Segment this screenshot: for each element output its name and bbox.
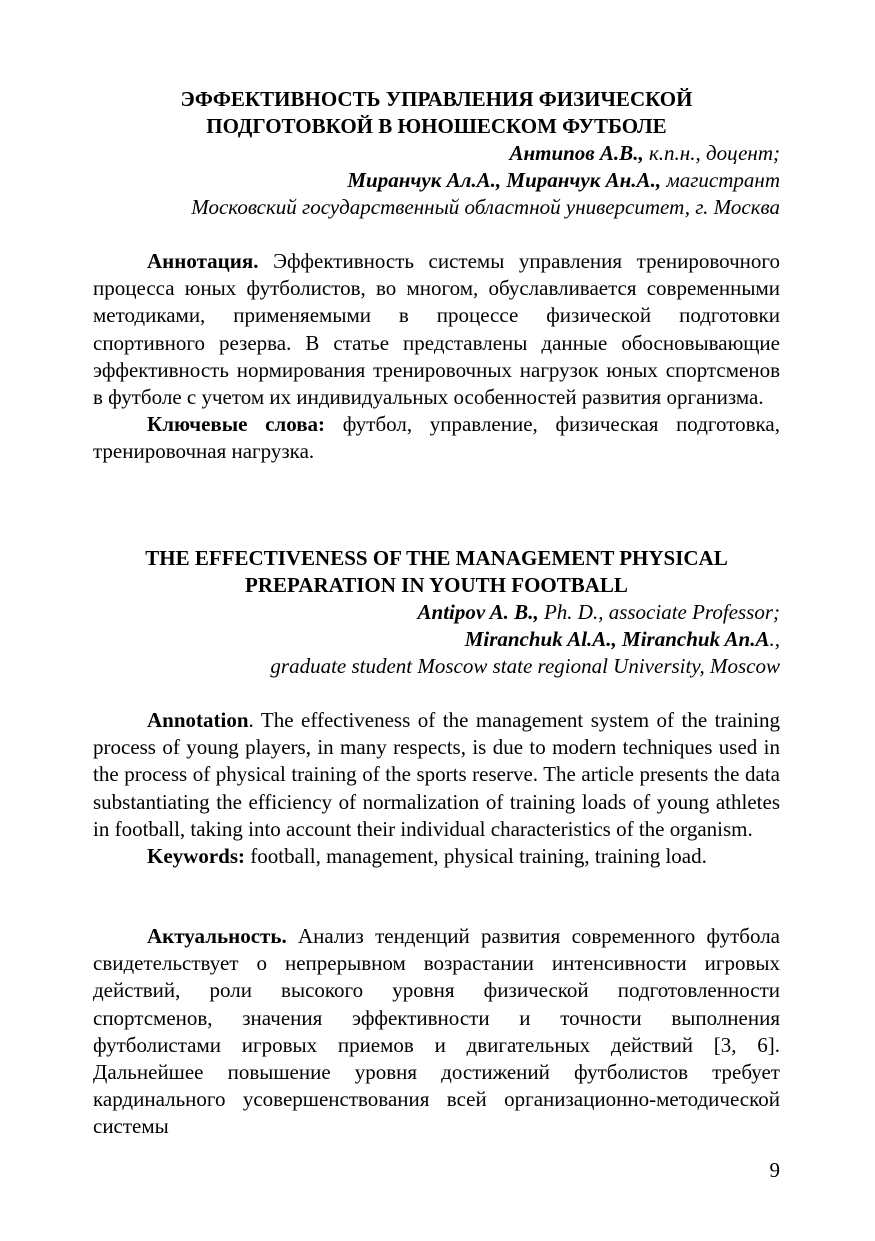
relevance-label: Актуальность.: [147, 924, 287, 948]
relevance-paragraph: [93, 923, 780, 1141]
ru-keywords-label: Ключевые слова:: [147, 412, 326, 437]
en-title-line2: PREPARATION IN YOUTH FOOTBALL: [245, 573, 628, 597]
ru-title-line1: ЭФФЕКТИВНОСТЬ УПРАВЛЕНИЯ ФИЗИЧЕСКОЙ: [180, 87, 693, 111]
ru-abstract-text: Эффективность системы управления тренировочного процесса юных футболистов, во многом, обуславливается современными методиками, применяемыми в процессе физической подготовки спортивного резерва. В статье представлены данные обосновывающие эффективность нормирования тренировочных нагрузок юных спортсменов в футболе с учетом их индивидуальных особенностей развития организма.: [93, 249, 780, 410]
en-author1-name: Antipov A. B.,: [417, 600, 539, 624]
ru-keywords: [93, 411, 780, 465]
ru-header: [93, 86, 780, 221]
ru-abstract-label: Аннотация.: [147, 249, 259, 273]
ru-author1-name: Антипов А.В.,: [509, 141, 644, 165]
en-keywords-label: Keywords:: [147, 844, 245, 869]
ru-title: [93, 86, 780, 140]
body-section: [93, 923, 780, 1141]
en-keywords-text: football, management, physical training, training load.: [245, 844, 707, 869]
en-abstract-label: Annotation: [147, 708, 249, 732]
en-abstract-block: [93, 707, 780, 870]
ru-affiliation: Московский государственный областной университет, г. Москва: [191, 195, 780, 219]
en-abstract: [93, 707, 780, 843]
en-author-line2: [93, 626, 780, 653]
ru-keywords-text: футбол, управление, физическая подготовка, тренировочная нагрузка.: [93, 412, 780, 464]
page-number: 9: [769, 1158, 780, 1182]
en-keywords: [93, 843, 780, 870]
ru-title-line2: ПОДГОТОВКОЙ В ЮНОШЕСКОМ ФУТБОЛЕ: [206, 114, 667, 138]
en-abstract-text: . The effectiveness of the management system of the training process of young players, in many respects, is due to modern techniques used in the process of physical training of the sports reserve. The article presents the data substantiating the efficiency of normalization of training loads of young athletes in football, taking into account their individual characteristics of the organism.: [93, 708, 780, 841]
en-header: [93, 545, 780, 680]
relevance-text: Анализ тенденций развития современного футбола свидетельствует о непрерывном возрастании интенсивности игровых действий, роли высокого уровня физической подготовленности спортсменов, значения эффективности и точности выполнения футболистами игровых приемов и двигательных действий [3, 6]. Дальнейшее повышение уровня достижений футболистов требует кардинального усовершенствования всей организационно-методической системы: [93, 924, 780, 1139]
ru-author2-role: магистрант: [661, 168, 780, 192]
ru-author-line2: [93, 167, 780, 194]
ru-author2-names: Миранчук Ал.А., Миранчук Ан.А.,: [347, 168, 662, 192]
en-author2-names: Miranchuk Al.A., Miranchuk An.A: [464, 627, 770, 651]
en-author-line1: [93, 599, 780, 626]
en-author1-role: Ph. D., associate Professor;: [538, 600, 780, 624]
en-title: [93, 545, 780, 599]
en-title-line1: THE EFFECTIVENESS OF THE MANAGEMENT PHYSICAL: [145, 546, 728, 570]
ru-author1-role: к.п.н., доцент;: [643, 141, 780, 165]
en-author2-suffix: .,: [769, 627, 780, 651]
ru-abstract: [93, 248, 780, 411]
en-affiliation: graduate student Moscow state regional University, Moscow: [270, 654, 780, 678]
ru-abstract-block: [93, 248, 780, 466]
ru-author-line1: [93, 140, 780, 167]
